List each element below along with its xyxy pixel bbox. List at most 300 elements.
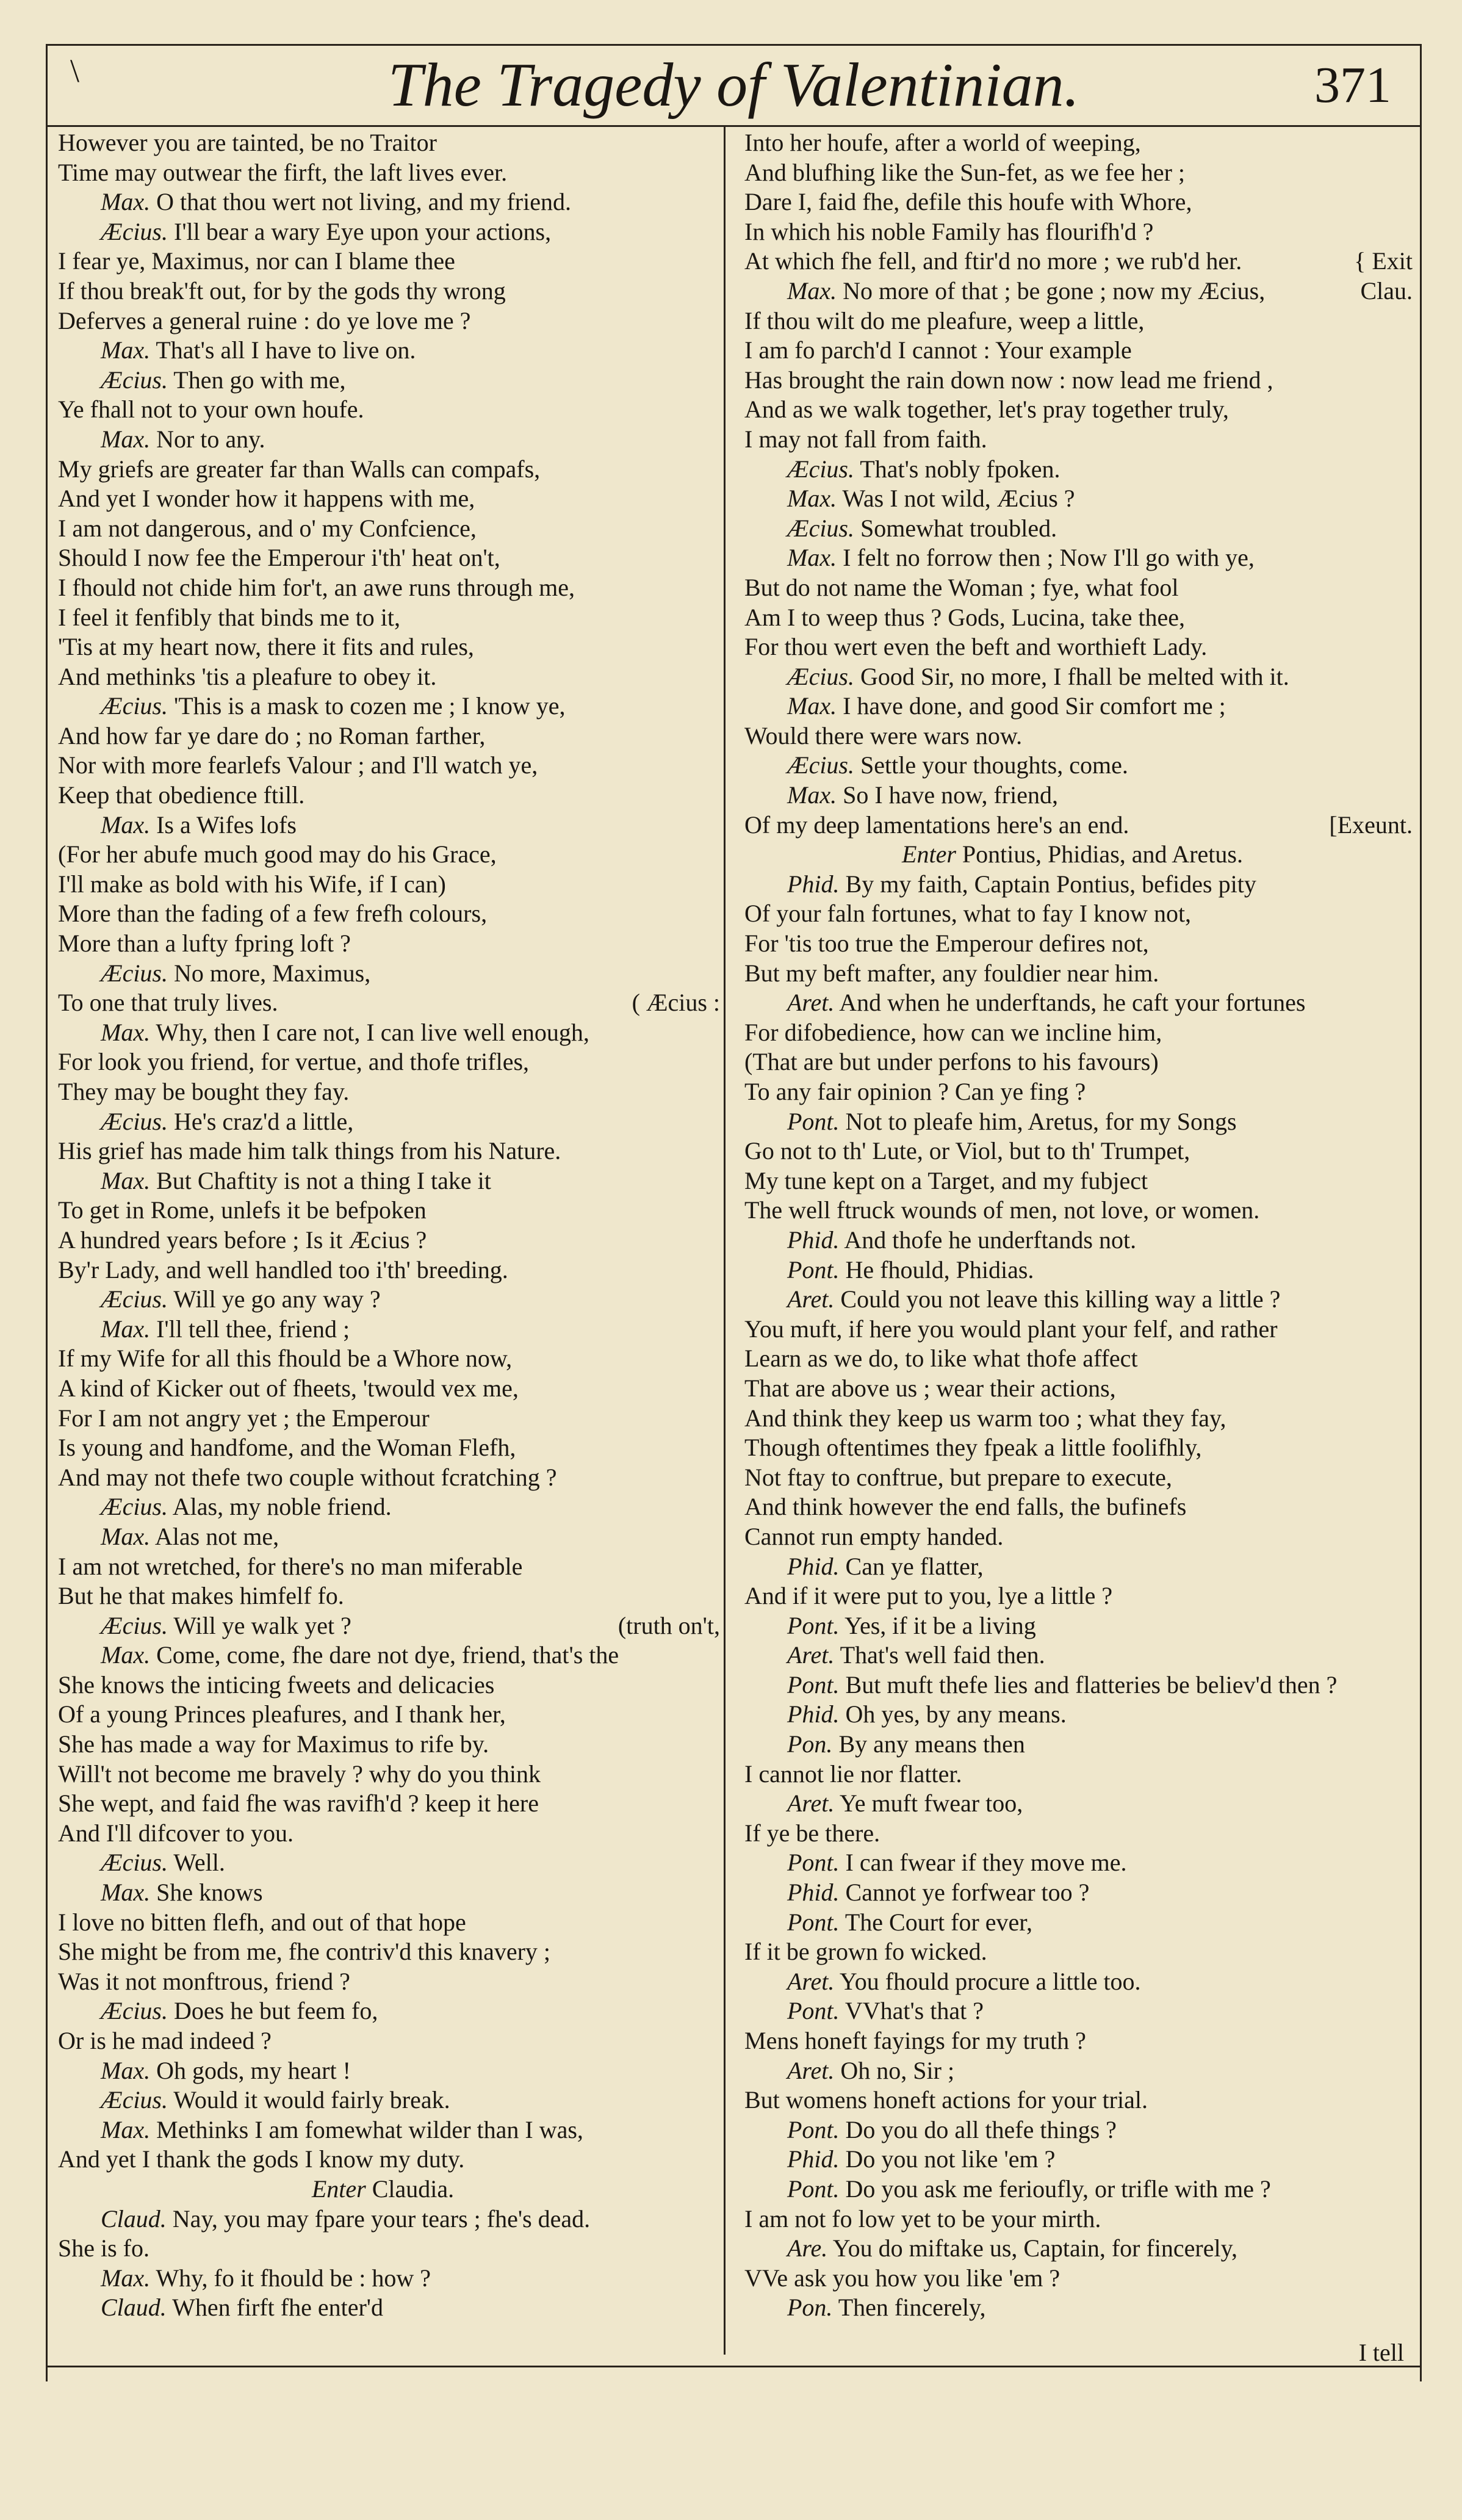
speaker-label: Phid. [787, 870, 840, 898]
line-text: 'Tis at my heart now, there it fits and rules, [58, 633, 474, 661]
line-text: Am I to weep thus ? Gods, Lucina, take thee, [744, 603, 1186, 631]
text-line [732, 1819, 1413, 1849]
line-text: And I'll difcover to you. [58, 1819, 294, 1847]
line-text: But womens honeft actions for your trial. [744, 2086, 1148, 2114]
line-text: Would it would fairly break. [173, 2086, 450, 2114]
line-text: I have done, and good Sir comfort me ; [843, 692, 1226, 720]
text-line [46, 840, 720, 870]
line-text: If thou wilt do me pleafure, weep a little, [744, 306, 1145, 334]
line-text: Do you do all thefe things ? [845, 2115, 1117, 2143]
line-text: Yes, if it be a living [844, 1611, 1036, 1639]
line-text: She knows the inticing fweets and delicacies [58, 1670, 495, 1699]
speaker-label: Æcius. [101, 692, 168, 720]
text-line [46, 632, 720, 662]
speaker-label: Pont. [787, 1908, 840, 1936]
text-line [46, 1848, 720, 1878]
line-text: Why, fo it fhould be : how ? [156, 2264, 431, 2292]
line-text: Is young and handfome, and the Woman Flefh, [58, 1434, 516, 1462]
text-line [46, 1166, 720, 1196]
text-line [46, 1315, 720, 1345]
text-line [732, 632, 1413, 662]
text-line [46, 514, 720, 544]
line-text: Though oftentimes they fpeak a little foolifhly, [744, 1434, 1202, 1462]
line-text: My tune kept on a Target, and my fubject [744, 1166, 1148, 1194]
text-line [46, 929, 720, 959]
text-line [46, 2264, 720, 2294]
text-line [732, 721, 1413, 751]
line-text: And blufhing like the Sun-fet, as we fee her ; [744, 158, 1186, 186]
text-line [46, 1492, 720, 1522]
line-text: Go not to th' Lute, or Viol, but to th' Trumpet, [744, 1137, 1190, 1165]
line-text: Has brought the rain down now : now lead me friend , [744, 366, 1273, 394]
text-line [732, 1552, 1413, 1582]
text-line [46, 1700, 720, 1730]
line-text: Ye muft fwear too, [839, 1789, 1023, 1818]
line-text: And as we walk together, let's pray together truly, [744, 395, 1229, 424]
line-text: But Chaftity is not a thing I take it [156, 1166, 491, 1194]
text-line [732, 959, 1413, 989]
line-text: Oh gods, my heart ! [156, 2056, 351, 2084]
speaker-label: Enter [902, 840, 956, 868]
line-text: That's well faid then. [840, 1641, 1045, 1669]
line-text: Keep that obedience ftill. [58, 781, 305, 809]
line-text: And if it were put to you, lye a little ? [744, 1582, 1113, 1610]
text-line [732, 1760, 1413, 1789]
text-line [732, 1641, 1413, 1670]
line-text: No more of that ; be gone ; now my Æcius, [843, 276, 1266, 305]
line-text: I am not dangerous, and o' my Confcience, [58, 514, 477, 542]
speaker-label: Pont. [787, 1255, 840, 1283]
line-text: The Court for ever, [844, 1908, 1032, 1936]
left-column [46, 128, 720, 2323]
line-text: 'This is a mask to cozen me ; I know ye, [174, 692, 566, 720]
text-line [46, 158, 720, 188]
text-line [732, 1077, 1413, 1107]
line-text: I may not fall from faith. [744, 425, 987, 453]
line-text: You fhould procure a little too. [839, 1967, 1141, 1995]
line-text: Of a young Princes pleafures, and I thank her, [58, 1700, 506, 1728]
line-text: But he that makes himfelf fo. [58, 1582, 344, 1610]
line-text: And when he underftands, he caft your fortunes [839, 989, 1306, 1017]
line-text: Deferves a general ruine : do ye love me ? [58, 306, 471, 334]
text-line [732, 276, 1413, 306]
line-text: Pontius, Phidias, and Aretus. [962, 840, 1243, 868]
text-line [732, 1255, 1413, 1285]
margin-note: (truth on't, [618, 1611, 720, 1639]
text-line [732, 217, 1413, 247]
line-text: More than the fading of a few frefh colours, [58, 900, 488, 928]
speaker-label: Max. [101, 2264, 151, 2292]
line-text: I feel it fenfibly that binds me to it, [58, 603, 400, 631]
text-line [732, 1522, 1413, 1552]
line-text: Will ye go any way ? [173, 1285, 381, 1313]
speaker-label: Æcius. [101, 1285, 168, 1313]
line-text: And think they keep us warm too ; what they fay, [744, 1404, 1226, 1432]
text-line [732, 247, 1413, 276]
speaker-label: Enter [311, 2175, 366, 2203]
line-text: To one that truly lives. [58, 989, 278, 1017]
line-text: I'll make as bold with his Wife, if I can) [58, 870, 446, 898]
line-text: She is fo. [58, 2234, 149, 2262]
line-text: But do not name the Woman ; fye, what fool [744, 573, 1179, 601]
speaker-label: Pont. [787, 2115, 840, 2143]
text-line [46, 1670, 720, 1700]
line-text: Claudia. [372, 2175, 455, 2203]
text-line [46, 2175, 720, 2204]
line-text: Should I now fee the Emperour i'th' heat on't, [58, 544, 500, 572]
speaker-label: Aret. [787, 1967, 835, 1995]
speaker-label: Max. [101, 336, 151, 364]
text-line [46, 1374, 720, 1404]
speaker-label: Aret. [787, 2056, 835, 2084]
line-text: Why, then I care not, I can live well enough, [156, 1018, 589, 1046]
text-line [732, 603, 1413, 633]
line-text: VVe ask you how you like 'em ? [744, 2264, 1060, 2292]
line-text: They may be bought they fay. [58, 1078, 350, 1105]
speaker-label: Max. [101, 2115, 151, 2143]
text-line [46, 573, 720, 603]
line-text: That's nobly fpoken. [860, 455, 1060, 483]
speaker-label: Max. [787, 781, 837, 809]
line-text: By'r Lady, and well handled too i'th' breeding. [58, 1255, 508, 1283]
bottom-rule [46, 2366, 1422, 2367]
page-number: 371 [1314, 57, 1391, 114]
text-line [732, 1047, 1413, 1077]
text-line [46, 1136, 720, 1166]
text-line [46, 366, 720, 395]
text-line [732, 1374, 1413, 1404]
line-text: Or is he mad indeed ? [58, 2027, 272, 2054]
speaker-label: Phid. [787, 1226, 840, 1254]
speaker-label: Aret. [787, 1789, 835, 1818]
line-text: His grief has made him talk things from his Nature. [58, 1137, 561, 1165]
text-line [732, 1789, 1413, 1819]
line-text: Ye fhall not to your own houfe. [58, 395, 364, 424]
text-line [732, 2175, 1413, 2204]
line-text: I am fo parch'd I cannot : Your example [744, 336, 1132, 364]
text-line [732, 1226, 1413, 1255]
speaker-label: Pont. [787, 2175, 840, 2203]
text-line [732, 2204, 1413, 2234]
text-line [46, 1404, 720, 1434]
speaker-label: Æcius. [101, 2086, 168, 2114]
text-line [46, 1937, 720, 1967]
speaker-label: Pont. [787, 1849, 840, 1877]
text-line [732, 2145, 1413, 2175]
text-line [46, 959, 720, 989]
text-line [732, 425, 1413, 455]
text-line [732, 395, 1413, 425]
line-text: I'll tell thee, friend ; [156, 1315, 350, 1343]
line-text: And think however the end falls, the bufinefs [744, 1493, 1187, 1521]
line-text: By any means then [838, 1730, 1025, 1758]
line-text: I felt no forrow then ; Now I'll go with ye, [843, 544, 1255, 572]
text-line [46, 1107, 720, 1137]
text-line [732, 2293, 1413, 2323]
line-text: If thou break'ft out, for by the gods thy wrong [58, 276, 506, 305]
line-text: Into her houfe, after a world of weeping, [744, 129, 1141, 156]
speaker-label: Aret. [787, 1641, 835, 1669]
line-text: Does he but feem fo, [174, 1997, 378, 2025]
line-text: Good Sir, no more, I fhall be melted with it. [860, 662, 1289, 690]
text-line [46, 691, 720, 721]
line-text: He fhould, Phidias. [845, 1255, 1034, 1283]
text-line [732, 899, 1413, 929]
line-text: Not ftay to conftrue, but prepare to execute, [744, 1463, 1172, 1491]
line-text: Then fincerely, [838, 2294, 986, 2322]
text-line [46, 455, 720, 485]
line-text: A hundred years before ; Is it Æcius ? [58, 1226, 427, 1254]
line-text: Learn as we do, to like what thofe affect [744, 1345, 1138, 1373]
text-line [46, 1226, 720, 1255]
line-text: Time may outwear the firft, the laft lives ever. [58, 158, 508, 186]
column-divider [724, 127, 726, 2355]
text-line [732, 1611, 1413, 1641]
line-text: For difobedience, how can we incline him, [744, 1018, 1162, 1046]
line-text: And may not thefe two couple without fcratching ? [58, 1463, 557, 1491]
text-line [46, 2145, 720, 2175]
text-line [732, 988, 1413, 1018]
speaker-label: Pon. [787, 1730, 833, 1758]
text-line [732, 2085, 1413, 2115]
text-line [732, 484, 1413, 514]
line-text: If my Wife for all this fhould be a Whore now, [58, 1345, 513, 1373]
text-line [732, 543, 1413, 573]
speaker-label: Max. [101, 1522, 151, 1550]
text-line [46, 247, 720, 276]
text-line [46, 1996, 720, 2026]
text-line [732, 811, 1413, 840]
speaker-label: Max. [787, 276, 837, 305]
text-line [732, 1018, 1413, 1048]
line-text: Nay, you may fpare your tears ; fhe's dead. [172, 2204, 591, 2233]
line-text: For look you friend, for vertue, and thofe trifles, [58, 1048, 530, 1076]
speaker-label: Æcius. [101, 217, 168, 245]
right-column [732, 128, 1413, 2323]
text-line [46, 1641, 720, 1670]
text-line [46, 2056, 720, 2086]
running-header [46, 44, 1422, 127]
speaker-label: Æcius. [787, 514, 854, 542]
header-mark: \ [70, 52, 80, 89]
line-text: When firft fhe enter'd [172, 2294, 383, 2322]
text-line [732, 2056, 1413, 2086]
line-text: Methinks I am fomewhat wilder than I was, [156, 2115, 583, 2143]
line-text: Nor to any. [156, 425, 265, 453]
speaker-label: Pont. [787, 1107, 840, 1135]
text-line [732, 1285, 1413, 1315]
line-text: If it be grown fo wicked. [744, 1938, 987, 1966]
line-text: Oh yes, by any means. [845, 1700, 1067, 1728]
speaker-label: Max. [101, 2056, 151, 2084]
speaker-label: Max. [101, 1641, 151, 1669]
text-line [46, 2085, 720, 2115]
text-line [46, 811, 720, 840]
margin-note: [Exeunt. [1329, 811, 1413, 839]
line-text: Will ye walk yet ? [173, 1611, 351, 1639]
text-line [732, 306, 1413, 336]
text-line [732, 662, 1413, 692]
speaker-label: Æcius. [101, 1611, 168, 1639]
text-line [732, 2115, 1413, 2145]
speaker-label: Max. [101, 1166, 151, 1194]
line-text: Mens honeft fayings for my truth ? [744, 2027, 1086, 2054]
text-line [46, 2293, 720, 2323]
text-line [732, 336, 1413, 366]
line-text: Settle your thoughts, come. [860, 751, 1128, 779]
line-text: (For her abufe much good may do his Grace, [58, 840, 497, 868]
line-text: By my faith, Captain Pontius, befides pity [845, 870, 1256, 898]
line-text: I love no bitten flefh, and out of that hope [58, 1908, 466, 1936]
text-line [46, 2234, 720, 2264]
text-line [46, 187, 720, 217]
text-line [46, 543, 720, 573]
text-line [732, 840, 1413, 870]
text-line [732, 691, 1413, 721]
text-line [46, 1196, 720, 1226]
speaker-label: Æcius. [101, 366, 168, 394]
line-text: Then go with me, [173, 366, 346, 394]
line-text: And methinks 'tis a pleafure to obey it. [58, 662, 437, 690]
text-line [732, 929, 1413, 959]
speaker-label: Phid. [787, 1879, 840, 1907]
text-line [46, 988, 720, 1018]
text-line [46, 1255, 720, 1285]
margin-note: ( Æcius : [632, 989, 720, 1017]
speaker-label: Phid. [787, 1552, 840, 1580]
text-line [732, 1700, 1413, 1730]
text-line [732, 1196, 1413, 1226]
text-line [46, 1611, 720, 1641]
line-text: So I have now, friend, [843, 781, 1058, 809]
text-line [46, 336, 720, 366]
line-text: Not to pleafe him, Aretus, for my Songs [845, 1107, 1237, 1135]
text-line [732, 1848, 1413, 1878]
text-line [732, 128, 1413, 158]
speaker-label: Æcius. [101, 1107, 168, 1135]
line-text: That are above us ; wear their actions, [744, 1374, 1116, 1402]
text-line [732, 2264, 1413, 2294]
line-text: For I am not angry yet ; the Emperour [58, 1404, 430, 1432]
text-line [46, 870, 720, 900]
speaker-label: Claud. [101, 2204, 167, 2233]
line-text: But muft thefe lies and flatteries be believ'd then ? [845, 1670, 1338, 1699]
line-text: I am not wretched, for there's no man miferable [58, 1552, 523, 1580]
text-line [732, 2026, 1413, 2056]
speaker-label: Æcius. [101, 959, 168, 987]
text-line [46, 1581, 720, 1611]
line-text: Alas not me, [154, 1522, 279, 1550]
text-line [732, 514, 1413, 544]
speaker-label: Pont. [787, 1670, 840, 1699]
speaker-label: Max. [787, 485, 837, 513]
text-line [46, 1433, 720, 1463]
line-text: Of my deep lamentations here's an end. [744, 811, 1129, 839]
text-line [732, 781, 1413, 811]
text-line [732, 1166, 1413, 1196]
line-text: That's all I have to live on. [156, 336, 416, 364]
line-text: However you are tainted, be no Traitor [58, 129, 437, 156]
text-line [46, 2026, 720, 2056]
line-text: Was I not wild, Æcius ? [842, 485, 1075, 513]
line-text: Alas, my noble friend. [172, 1493, 392, 1521]
text-line [46, 395, 720, 425]
speaker-label: Phid. [787, 2145, 840, 2173]
margin-note: { Exit [1354, 247, 1413, 275]
text-line [46, 1522, 720, 1552]
speaker-label: Max. [101, 188, 151, 216]
line-text: She might be from me, fhe contriv'd this knavery ; [58, 1938, 551, 1966]
speaker-label: Aret. [787, 1285, 835, 1313]
text-line [732, 455, 1413, 485]
line-text: O that thou wert not living, and my friend. [156, 188, 571, 216]
text-line [732, 1492, 1413, 1522]
line-text: A kind of Kicker out of fheets, 'twould vex me, [58, 1374, 519, 1402]
line-text: I cannot lie nor flatter. [744, 1760, 962, 1788]
speaker-label: Pon. [787, 2294, 833, 2322]
text-line [732, 1463, 1413, 1493]
text-line [46, 1967, 720, 1997]
line-text: She has made a way for Maximus to rife by. [58, 1730, 489, 1758]
text-line [732, 1315, 1413, 1345]
text-line [732, 1967, 1413, 1997]
speaker-label: Phid. [787, 1700, 840, 1728]
line-text: (That are but under perfons to his favours) [744, 1048, 1159, 1076]
text-line [46, 1552, 720, 1582]
margin-note: Clau. [1360, 276, 1413, 305]
line-text: To get in Rome, unlefs it be befpoken [58, 1196, 427, 1224]
speaker-label: Æcius. [101, 1997, 168, 2025]
text-line [732, 1937, 1413, 1967]
line-text: No more, Maximus, [174, 959, 371, 987]
text-line [732, 187, 1413, 217]
text-line [46, 1077, 720, 1107]
speaker-label: Max. [101, 811, 151, 839]
catchword: I tell [1358, 2339, 1404, 2366]
line-text: She knows [156, 1879, 263, 1907]
text-line [46, 484, 720, 514]
line-text: At which fhe fell, and ftir'd no more ; we rub'd her. [744, 247, 1242, 275]
text-line [46, 1789, 720, 1819]
line-text: Of your faln fortunes, what to fay I know not, [744, 900, 1192, 928]
text-line [46, 306, 720, 336]
line-text: She wept, and faid fhe was ravifh'd ? keep it here [58, 1789, 539, 1818]
line-text: I am not fo low yet to be your mirth. [744, 2204, 1101, 2233]
text-line [46, 721, 720, 751]
text-line [46, 1463, 720, 1493]
line-text: I'll bear a wary Eye upon your actions, [174, 217, 552, 245]
text-line [46, 2204, 720, 2234]
line-text: Oh no, Sir ; [840, 2056, 955, 2084]
line-text: He's craz'd a little, [174, 1107, 354, 1135]
line-text: And yet I thank the gods I know my duty. [58, 2145, 465, 2173]
speaker-label: Æcius. [787, 455, 854, 483]
speaker-label: Max. [101, 1315, 151, 1343]
line-text: Was it not monftrous, friend ? [58, 1967, 350, 1995]
running-title: The Tragedy of Valentinian. [387, 51, 1080, 120]
line-text: Well. [173, 1849, 225, 1877]
text-line [46, 1819, 720, 1849]
line-text: And thofe he underftands not. [844, 1226, 1137, 1254]
line-text: Will't not become me bravely ? why do you think [58, 1760, 541, 1788]
line-text: Cannot run empty handed. [744, 1522, 1004, 1550]
line-text: You do miftake us, Captain, for fincerely, [832, 2234, 1237, 2262]
text-line [732, 1878, 1413, 1908]
line-text: VVhat's that ? [844, 1997, 984, 2025]
text-line [46, 899, 720, 929]
speaker-label: Pont. [787, 1997, 840, 2025]
line-text: Nor with more fearlefs Valour ; and I'll watch ye, [58, 751, 538, 779]
